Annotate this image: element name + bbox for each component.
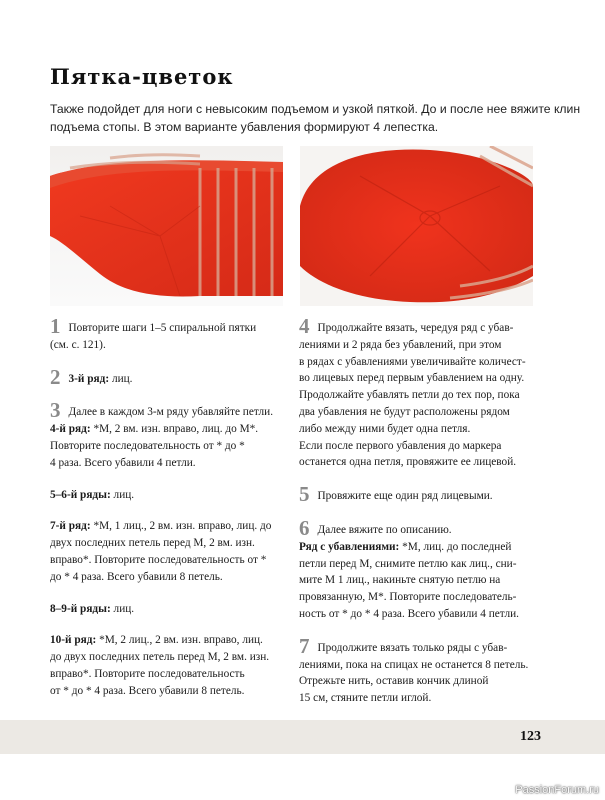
intro-line: подъема стопы. В этом варианте убавления формируют 4 лепестка. bbox=[50, 120, 439, 134]
rows-5-6 bbox=[50, 487, 290, 504]
step-text: *М, лиц. до последней bbox=[399, 540, 512, 553]
step-text: двух последних петель перед М, 2 вм. изн. bbox=[50, 537, 255, 550]
step-text: лениями, пока на спицах не останется 8 петель. bbox=[299, 658, 529, 671]
step-text: в рядах с убавлениями увеличивайте количест- bbox=[299, 355, 526, 368]
step-text: 4 раза. Всего убавили 4 петли. bbox=[50, 456, 196, 469]
row-label: 4-й ряд: bbox=[50, 423, 91, 436]
step-text: вправо*. Повторите последовательность bbox=[50, 667, 245, 680]
step-text: лиц. bbox=[110, 488, 135, 501]
step-text: *М, 2 лиц., 2 вм. изн. вправо, лиц. bbox=[96, 634, 263, 647]
step-text: до двух последних петель перед М, 2 вм. изн. bbox=[50, 651, 270, 664]
step-text: во лицевых перед первым убавлением на одну. bbox=[299, 372, 525, 385]
step-number: 6 bbox=[299, 515, 310, 540]
step-text: Далее вяжите по описанию. bbox=[317, 523, 452, 536]
step-number: 4 bbox=[299, 314, 310, 338]
footer-band bbox=[0, 720, 605, 754]
page-number: 123 bbox=[520, 729, 541, 744]
step-text: мите М 1 лиц., накиньте снятую петлю на bbox=[299, 574, 501, 587]
step-text: Провяжите еще один ряд лицевыми. bbox=[317, 490, 493, 503]
step-number: 5 bbox=[299, 482, 310, 507]
intro-paragraph bbox=[50, 100, 581, 136]
step-text: лиц. bbox=[109, 372, 133, 385]
step-text: Продолжите вязать только ряды с убав- bbox=[317, 641, 508, 654]
step-text: провязанную, М*. Повторите последователь- bbox=[299, 591, 517, 604]
step-2 bbox=[50, 364, 290, 389]
step-number: 2 bbox=[50, 364, 61, 389]
step-text: до * 4 раза. Всего убавили 8 петель. bbox=[50, 570, 223, 583]
instructions-right-column bbox=[299, 314, 539, 722]
sock-heel-flower-photo bbox=[300, 146, 533, 306]
step-text: вправо*. Повторите последовательность от * bbox=[50, 553, 267, 566]
step-text: Продолжайте вязать, чередуя ряд с убав- bbox=[317, 322, 514, 334]
step-7 bbox=[299, 633, 539, 707]
step-text: Далее в каждом 3-м ряду убавляйте петли. bbox=[68, 406, 274, 419]
step-text: *М, 2 вм. изн. вправо, лиц. до М*. bbox=[90, 423, 259, 436]
step-text: петли перед М, снимите петлю как лиц., сни- bbox=[299, 557, 517, 570]
step-5 bbox=[299, 482, 539, 507]
page-title: Пятка-цветок bbox=[50, 64, 234, 89]
row-label: 3-й ряд: bbox=[68, 372, 110, 385]
row-label: 8–9-й ряды: bbox=[50, 602, 111, 615]
step-6 bbox=[299, 515, 539, 623]
rows-8-9 bbox=[50, 601, 290, 618]
step-text: Повторите последовательность от * до * bbox=[50, 439, 245, 452]
step-number: 3 bbox=[50, 398, 61, 423]
step-text: ность от * до * 4 раза. Всего убавили 4 петли. bbox=[299, 607, 519, 620]
watermark: PassionForum.ru bbox=[515, 784, 599, 796]
step-number: 1 bbox=[50, 314, 61, 338]
step-text: Если после первого убавления до маркера bbox=[299, 439, 502, 452]
row-label: 10-й ряд: bbox=[50, 634, 97, 647]
step-text: Продолжайте убавлять петли до тех пор, пока bbox=[299, 389, 520, 402]
row-label: 5–6-й ряды: bbox=[50, 488, 111, 501]
step-text: от * до * 4 раза. Всего убавили 8 петель. bbox=[50, 684, 245, 697]
step-3 bbox=[50, 398, 290, 471]
step-text: останется одна петля, провяжите ее лицевой. bbox=[299, 456, 517, 469]
intro-line: Также подойдет для ноги с невысоким подъемом и узкой пяткой. До и после нее вяжите клин bbox=[50, 102, 581, 116]
step-text: (см. с. 121). bbox=[50, 338, 106, 351]
step-text: Отрежьте нить, оставив кончик длиной bbox=[299, 675, 489, 688]
step-text: лиц. bbox=[110, 602, 135, 615]
instructions-left-column bbox=[50, 314, 290, 715]
step-1 bbox=[50, 314, 290, 354]
step-text: либо между ними будет одна петля. bbox=[299, 422, 471, 435]
row-label: 7-й ряд: bbox=[50, 520, 91, 533]
step-text: два убавления не будут расположены рядом bbox=[299, 405, 510, 418]
step-number: 7 bbox=[299, 633, 310, 658]
row-7 bbox=[50, 518, 290, 585]
step-text: *М, 1 лиц., 2 вм. изн. вправо, лиц. до bbox=[90, 520, 272, 533]
step-text: Повторите шаги 1–5 спиральной пятки bbox=[68, 322, 257, 334]
sock-heel-side-photo bbox=[50, 146, 283, 306]
row-10 bbox=[50, 632, 290, 699]
step-text: 15 см, стяните петли иглой. bbox=[299, 692, 432, 705]
row-label: Ряд с убавлениями: bbox=[299, 540, 400, 553]
step-text: лениями и 2 ряда без убавлений, при этом bbox=[299, 338, 502, 351]
step-4 bbox=[299, 314, 539, 471]
